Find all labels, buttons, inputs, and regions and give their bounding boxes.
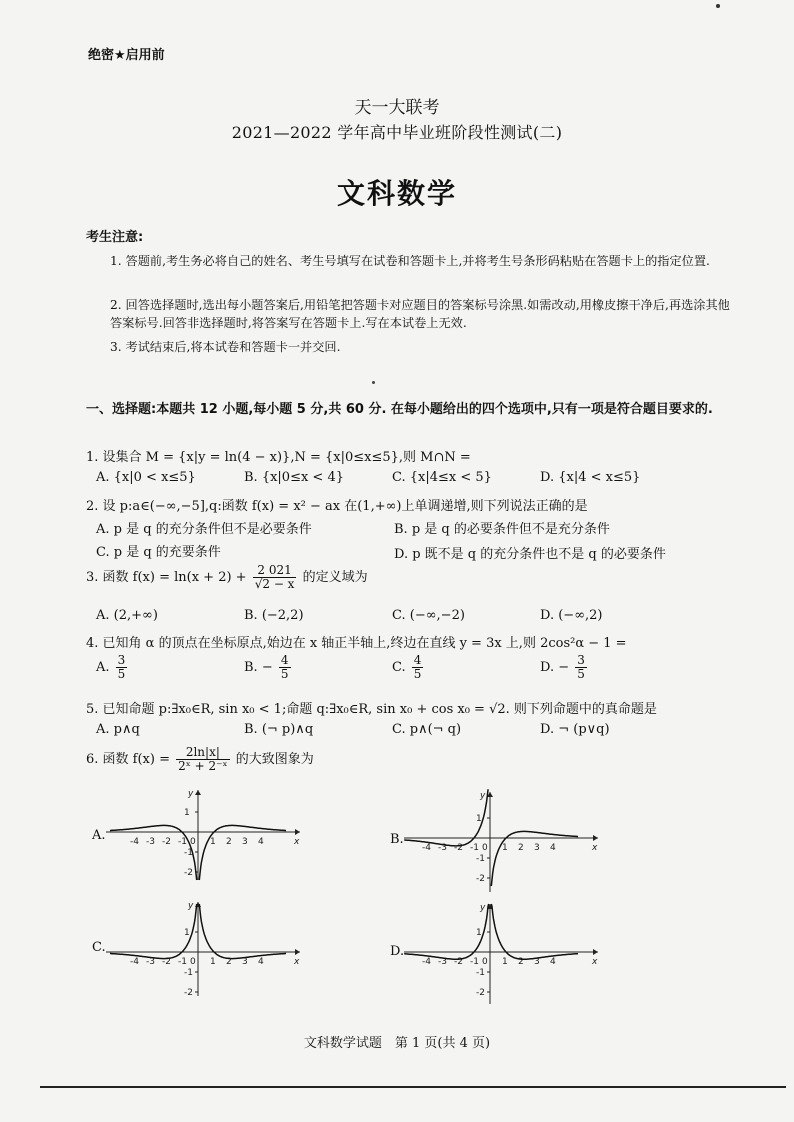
- x-tick-label: -1: [470, 957, 479, 967]
- question-5-option-c: C. p∧(¬ q): [392, 722, 462, 737]
- x-tick-label: 2: [226, 837, 232, 847]
- question-6-stem-pre: 6. 函数 f(x) =: [86, 752, 170, 767]
- question-6-fraction-num: 2ln|x|: [176, 746, 229, 760]
- y-axis-label: y: [480, 791, 486, 801]
- fraction-num: 4: [413, 653, 422, 667]
- curve-branch: [491, 904, 578, 959]
- y-axis-label: y: [188, 789, 194, 799]
- scan-speck: [372, 381, 375, 384]
- y-tick-label: -1: [184, 968, 193, 978]
- x-tick-label: -2: [454, 957, 463, 967]
- x-axis-arrow: [295, 829, 300, 835]
- x-axis-label: x: [294, 837, 300, 847]
- fraction-num: 3: [117, 653, 126, 667]
- question-2-stem: 2. 设 p:a∈(−∞,−5],q:函数 f(x) = x² − ax 在(1,+∞)上单调递增,则下列说法正确的是: [86, 499, 588, 514]
- question-4-option-b-fraction: [279, 654, 291, 681]
- question-4-option-b: [244, 654, 293, 681]
- fraction-den: 5: [280, 667, 289, 681]
- x-tick-label: -4: [422, 957, 431, 967]
- question-4-option-a-fraction: [116, 654, 128, 681]
- question-1-option-c: C. {x|4≤x < 5}: [392, 470, 492, 485]
- y-tick-label: -2: [184, 868, 193, 878]
- x-tick-label: -2: [454, 843, 463, 853]
- notice-heading: 考生注意:: [86, 230, 144, 245]
- x-axis-label: x: [294, 957, 300, 967]
- question-4-option-a: [96, 654, 129, 681]
- graph-label-b: B.: [390, 832, 404, 847]
- section-title: 一、选择题:本题共 12 小题,每小题 5 分,共 60 分. 在每小题给出的四个选项中,只有一项是符合题目要求的.: [86, 402, 713, 417]
- x-axis-label: x: [592, 843, 598, 853]
- x-tick-label: -2: [162, 837, 171, 847]
- question-6-stem: [86, 746, 314, 773]
- question-5-option-d: D. ¬ (p∨q): [540, 722, 610, 737]
- x-tick-label: 4: [550, 957, 556, 967]
- x-tick-label: 1: [210, 837, 216, 847]
- y-tick-label: 1: [184, 928, 190, 938]
- x-tick-label: 4: [550, 843, 556, 853]
- fraction-num: 4: [280, 653, 289, 667]
- y-tick-label: -1: [476, 854, 485, 864]
- x-axis-arrow: [295, 949, 300, 955]
- graph-option-b: [398, 786, 608, 896]
- question-4-option-b-label: B. −: [244, 660, 273, 675]
- question-4-option-c-fraction: [412, 654, 424, 681]
- question-1-option-d: D. {x|4 < x≤5}: [540, 470, 641, 485]
- x-axis-arrow: [593, 835, 598, 841]
- question-4-option-d-label: D. −: [540, 660, 570, 675]
- question-5-option-a: A. p∧q: [96, 722, 140, 737]
- x-tick-label: -3: [438, 957, 447, 967]
- y-axis-arrow: [195, 790, 201, 795]
- x-tick-label: 3: [534, 843, 540, 853]
- question-6-stem-post: 的大致图象为: [235, 752, 314, 767]
- page-title: 文科数学: [336, 177, 457, 210]
- question-3-stem-post: 的定义域为: [302, 570, 368, 585]
- confidential-label: 绝密★启用前: [88, 48, 165, 63]
- y-tick-label: 1: [476, 928, 482, 938]
- x-tick-label: -3: [146, 837, 155, 847]
- question-1-option-a: A. {x|0 < x≤5}: [96, 470, 196, 485]
- question-4-option-d: [540, 654, 589, 681]
- fraction-num: 3: [577, 653, 585, 667]
- x-tick-label: 4: [258, 837, 264, 847]
- scan-dot: [716, 4, 720, 8]
- x-tick-label: -2: [162, 957, 171, 967]
- curve-branch: [199, 825, 286, 880]
- y-tick-label: -1: [476, 968, 485, 978]
- x-tick-label: 3: [534, 957, 540, 967]
- question-4-option-c: [392, 654, 425, 681]
- x-tick-label: -3: [146, 957, 155, 967]
- graph-option-d: [398, 898, 608, 1008]
- x-axis-label: x: [592, 957, 598, 967]
- x-tick-label: 0: [190, 957, 196, 967]
- question-3-fraction-num: 2 021: [253, 564, 297, 578]
- exam-organizer: 天一大联考: [354, 98, 440, 118]
- question-3-option-a: A. (2,+∞): [96, 608, 158, 623]
- x-tick-label: 0: [190, 837, 196, 847]
- question-3-stem-pre: 3. 函数 f(x) = ln(x + 2) +: [86, 570, 247, 585]
- graph-option-a: [100, 784, 310, 884]
- question-2-option-c: C. p 是 q 的充要条件: [96, 545, 221, 560]
- y-axis-label: y: [188, 901, 194, 911]
- x-tick-label: 0: [482, 843, 488, 853]
- curve-branch: [491, 831, 578, 886]
- y-tick-label: -2: [476, 874, 485, 884]
- x-tick-label: 4: [258, 957, 264, 967]
- question-3-fraction: [253, 564, 297, 591]
- x-tick-label: 1: [502, 957, 508, 967]
- x-tick-label: -1: [470, 843, 479, 853]
- question-3-option-c: C. (−∞,−2): [392, 608, 465, 623]
- x-tick-label: -4: [130, 837, 139, 847]
- fraction-den: 5: [577, 667, 585, 681]
- notice-item-2: 2. 回答选择题时,选出每小题答案后,用铅笔把答题卡对应题目的答案标号涂黑.如需改动,用橡皮擦干净后,再选涂其他答案标号.回答非选择题时,将答案写在答题卡上.写在本试卷上无效.: [110, 298, 730, 330]
- question-2-option-b: B. p 是 q 的必要条件但不是充分条件: [394, 522, 610, 537]
- page-footer: 文科数学试题 第 1 页(共 4 页): [303, 1036, 491, 1051]
- x-tick-label: -4: [130, 957, 139, 967]
- question-2-option-a: A. p 是 q 的充分条件但不是必要条件: [96, 522, 312, 537]
- x-tick-label: -3: [438, 843, 447, 853]
- x-tick-label: -1: [178, 837, 187, 847]
- question-1-stem: 1. 设集合 M = {x|y = ln(4 − x)},N = {x|0≤x≤5},则 M∩N =: [86, 450, 471, 465]
- x-tick-label: 1: [210, 957, 216, 967]
- question-3-option-b: B. (−2,2): [244, 608, 304, 623]
- question-1-option-b: B. {x|0≤x < 4}: [244, 470, 344, 485]
- question-5-option-b: B. (¬ p)∧q: [244, 722, 314, 737]
- exam-name: 2021—2022 学年高中毕业班阶段性测试(二): [231, 123, 563, 142]
- x-axis-arrow: [593, 949, 598, 955]
- y-tick-label: -2: [476, 988, 485, 998]
- x-tick-label: -1: [178, 957, 187, 967]
- x-tick-label: 2: [518, 957, 524, 967]
- x-tick-label: -4: [422, 843, 431, 853]
- notice-item-1: 1. 答题前,考生务必将自己的姓名、考生号填写在试卷和答题卡上,并将考生号条形码粘贴在答题卡上的指定位置.: [110, 254, 710, 268]
- y-axis-label: y: [480, 903, 486, 913]
- graph-option-c: [100, 896, 310, 1000]
- question-3-fraction-den: √2 − x: [254, 577, 295, 591]
- fraction-den: 5: [117, 667, 126, 681]
- question-3-stem: [86, 564, 368, 591]
- curve-branch: [199, 904, 286, 959]
- question-4-option-c-label: C.: [392, 660, 406, 675]
- y-tick-label: -2: [184, 988, 193, 998]
- bottom-rule: [40, 1086, 786, 1088]
- question-4-stem: 4. 已知角 α 的顶点在坐标原点,始边在 x 轴正半轴上,终边在直线 y = 3x 上,则 2cos²α − 1 =: [86, 636, 627, 651]
- y-tick-label: 1: [476, 814, 482, 824]
- question-5-stem: 5. 已知命题 p:∃x₀∈R, sin x₀ < 1;命题 q:∃x₀∈R, sin x₀ + cos x₀ = √2. 则下列命题中的真命题是: [86, 702, 657, 717]
- x-tick-label: 0: [482, 957, 488, 967]
- y-tick-label: -1: [184, 848, 193, 858]
- notice-item-3: 3. 考试结束后,将本试卷和答题卡一并交回.: [110, 340, 341, 354]
- y-tick-label: 1: [184, 808, 190, 818]
- x-tick-label: 2: [226, 957, 232, 967]
- question-4-option-d-fraction: [575, 654, 587, 681]
- x-tick-label: 1: [502, 843, 508, 853]
- x-tick-label: 3: [242, 957, 248, 967]
- question-2-option-d: D. p 既不是 q 的充分条件也不是 q 的必要条件: [394, 547, 666, 562]
- x-tick-label: 3: [242, 837, 248, 847]
- question-4-option-a-label: A.: [96, 660, 110, 675]
- question-3-option-d: D. (−∞,2): [540, 608, 603, 623]
- x-tick-label: 2: [518, 843, 524, 853]
- graph-label-a: A.: [92, 828, 106, 843]
- question-6-fraction-den: 2ˣ + 2⁻ˣ: [178, 759, 228, 773]
- fraction-den: 5: [413, 667, 422, 681]
- graph-label-c: C.: [92, 940, 106, 955]
- question-6-fraction: [176, 746, 229, 773]
- graph-label-d: D.: [390, 944, 405, 959]
